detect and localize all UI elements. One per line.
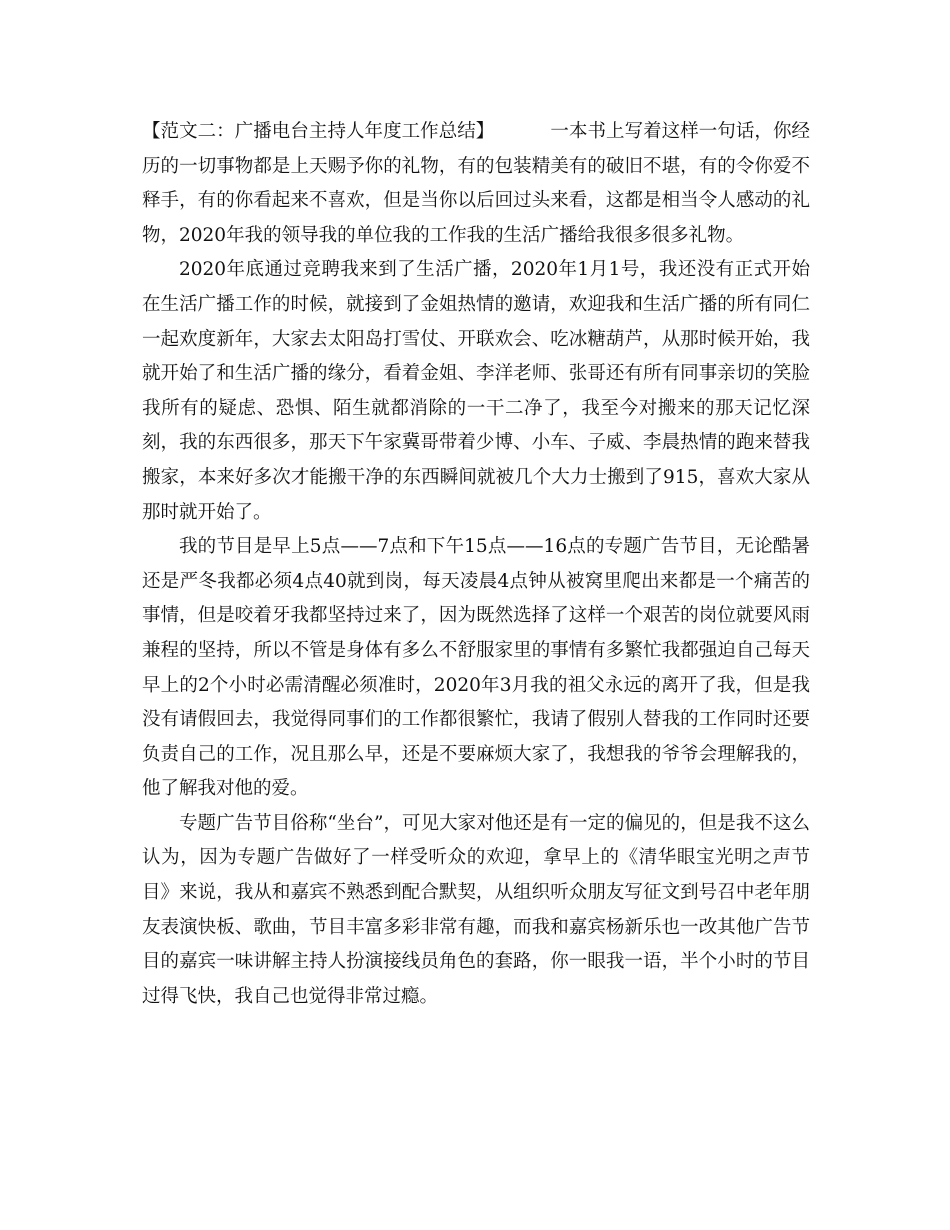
paragraph-1-text: 一本书上写着这样一句话，你经历的一切事物都是上天赐予你的礼物，有的包装精美有的破旧不堪，有的令你爱不释手，有的你看起来不喜欢，但是当你以后回过头来看，这都是相当令人感动的礼物，2020年我的领导我的单位我的工作我的生活广播给我很多很多礼物。 bbox=[142, 121, 810, 246]
document-heading: 【范文二：广播电台主持人年度工作总结】 bbox=[142, 121, 495, 142]
paragraph-1 bbox=[142, 115, 810, 253]
paragraph-4: 专题广告节目俗称“坐台”，可见大家对他还是有一定的偏见的，但是我不这么认为，因为专题广告做好了一样受听众的欢迎，拿早上的《清华眼宝光明之声节目》来说，我从和嘉宾不熟悉到配合默契，从组织听众朋友写征文到号召中老年朋友表演快板、歌曲，节目丰富多彩非常有趣，而我和嘉宾杨新乐也一改其他广告节目的嘉宾一味讲解主持人扮演接线员角色的套路，你一眼我一语，半个小时的节目过得飞快，我自己也觉得非常过瘾。 bbox=[142, 812, 810, 1007]
paragraph-3: 我的节目是早上5点——7点和下午15点——16点的专题广告节目，无论酷暑还是严冬我都必须4点40就到岗，每天凌晨4点钟从被窝里爬出来都是一个痛苦的事情，但是咬着牙我都坚持过来了，因为既然选择了这样一个艰苦的岗位就要风雨兼程的坚持，所以不管是身体有多么不舒服家里的事情有多繁忙我都强迫自己每天早上的2个小时必需清醒必须准时，2020年3月我的祖父永远的离开了我，但是我没有请假回去，我觉得同事们的工作都很繁忙，我请了假别人替我的工作同时还要负责自己的工作，况且那么早，还是不要麻烦大家了，我想我的爷爷会理解我的，他了解我对他的爱。 bbox=[142, 536, 810, 800]
paragraph-2: 2020年底通过竞聘我来到了生活广播，2020年1月1号，我还没有正式开始在生活广播工作的时候，就接到了金姐热情的邀请，欢迎我和生活广播的所有同仁一起欢度新年，大家去太阳岛打雪仗、开联欢会、吃冰糖葫芦，从那时候开始，我就开始了和生活广播的缘分，看着金姐、李洋老师、张哥还有所有同事亲切的笑脸我所有的疑虑、恐惧、陌生就都消除的一干二净了，我至今对搬来的那天记忆深刻，我的东西很多，那天下午家冀哥带着少博、小车、子威、李晨热情的跑来替我搬家，本来好多次才能搬干净的东西瞬间就被几个大力士搬到了915，喜欢大家从那时就开始了。 bbox=[142, 259, 810, 523]
document-body bbox=[142, 115, 810, 1014]
